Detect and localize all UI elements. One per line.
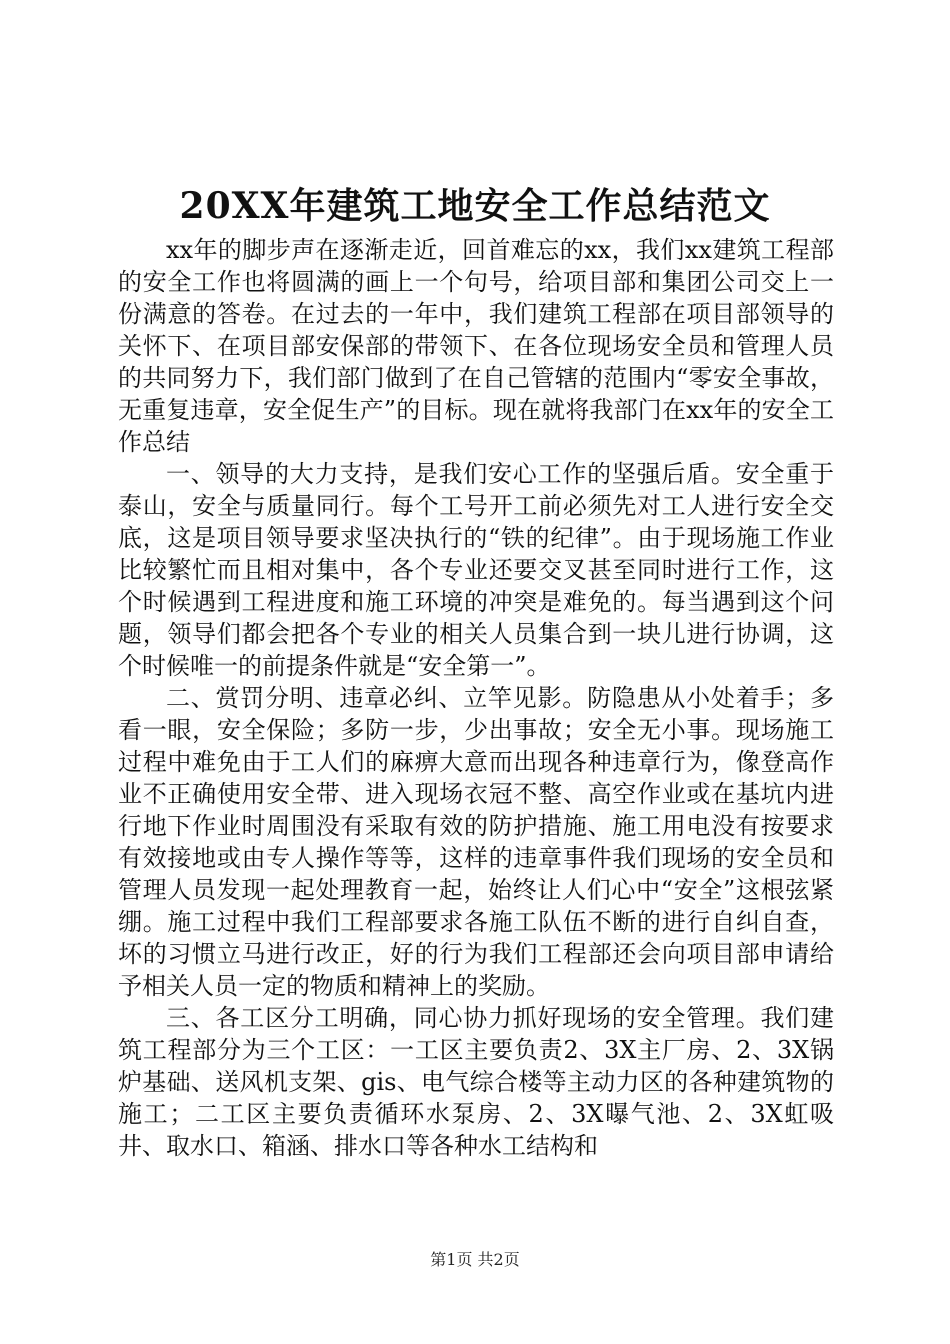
document-body — [118, 234, 834, 1162]
paragraph-section-2: 二、赏罚分明、违章必纠、立竿见影。防隐患从小处着手；多看一眼，安全保险；多防一步，少出事故；安全无小事。现场施工过程中难免由于工人们的麻痹大意而出现各种违章行为，像登高作业不正确使用安全带、进入现场衣冠不整、高空作业或在基坑内进行地下作业时周围没有采取有效的防护措施、施工用电没有按要求有效接地或由专人操作等等，这样的违章事件我们现场的安全员和管理人员发现一起处理教育一起，始终让人们心中“安全”这根弦紧绷。施工过程中我们工程部要求各施工队伍不断的进行自纠自查，坏的习惯立马进行改正，好的行为我们工程部还会向项目部申请给予相关人员一定的物质和精神上的奖励。 — [118, 684, 834, 1000]
paragraph-section-1: 一、领导的大力支持，是我们安心工作的坚强后盾。安全重于泰山，安全与质量同行。每个工号开工前必须先对工人进行安全交底，这是项目领导要求坚决执行的“铁的纪律”。由于现场施工作业比较繁忙而且相对集中，各个专业还要交叉甚至同时进行工作，这个时候遇到工程进度和施工环境的冲突是难免的。每当遇到这个问题，领导们都会把各个专业的相关人员集合到一块儿进行协调，这个时候唯一的前提条件就是“安全第一”。 — [118, 460, 834, 680]
paragraph-intro: xx年的脚步声在逐渐走近，回首难忘的xx，我们xx建筑工程部的安全工作也将圆满的画上一个句号，给项目部和集团公司交上一份满意的答卷。在过去的一年中，我们建筑工程部在项目部领导的关怀下、在项目部安保部的带领下、在各位现场安全员和管理人员的共同努力下，我们部门做到了在自己管辖的范围内“零安全事故，无重复违章，安全促生产”的目标。现在就将我部门在xx年的安全工作总结 — [118, 236, 834, 456]
document-title: 20XX年建筑工地安全工作总结范文 — [179, 185, 771, 227]
page-number-footer: 第1页 共2页 — [430, 1250, 520, 1269]
paragraph-section-3: 三、各工区分工明确，同心协力抓好现场的安全管理。我们建筑工程部分为三个工区：一工区主要负责2、3X主厂房、2、3X锅炉基础、送风机支架、gis、电气综合楼等主动力区的各种建筑物的施工；二工区主要负责循环水泵房、2、3X曝气池、2、3X虹吸井、取水口、箱涵、排水口等各种水工结构和 — [118, 1004, 834, 1160]
